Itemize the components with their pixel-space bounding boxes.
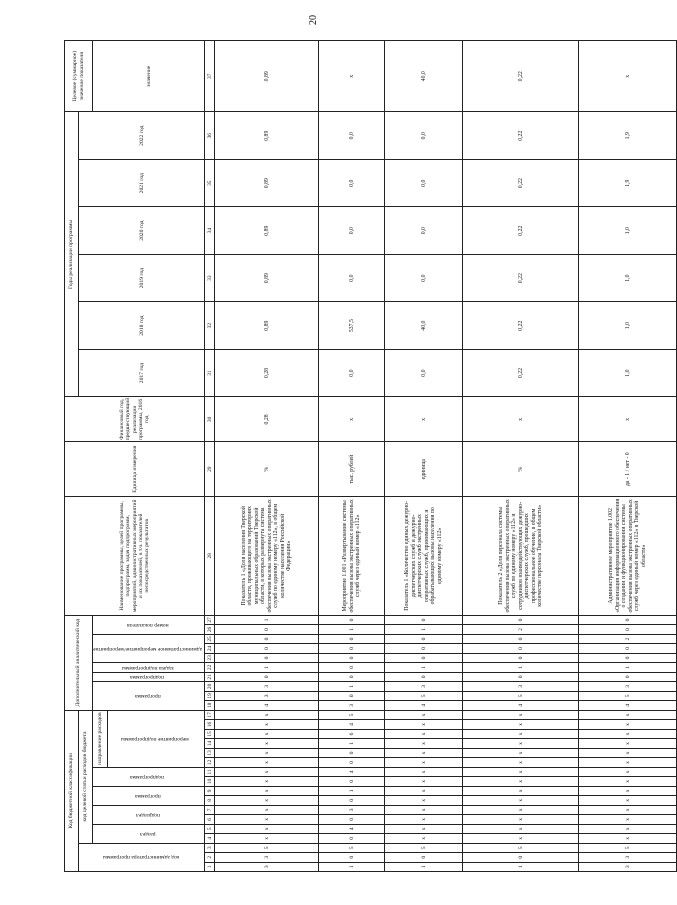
column-number: 13 [205, 748, 215, 757]
code-digit: х [463, 748, 579, 757]
column-number: 26 [205, 625, 215, 634]
code-digit: 3 [319, 805, 385, 814]
code-digit: х [463, 805, 579, 814]
ex-program-header: программа [93, 682, 205, 710]
code-digit: 0 [463, 634, 579, 643]
code-digit: 0 [463, 615, 579, 625]
code-digit: х [215, 824, 319, 833]
code-digit: х [385, 805, 463, 814]
code-digit: х [385, 710, 463, 720]
code-digit: 5 [215, 843, 319, 852]
row-base-value: х [319, 397, 385, 442]
code-digit: х [385, 796, 463, 805]
column-number: 27 [205, 615, 215, 625]
row-base-value: х [579, 397, 677, 442]
code-digit: х [215, 710, 319, 720]
column-number: 28 [205, 496, 215, 615]
code-digit: х [463, 729, 579, 738]
ex-task-header: задача подпрограммы [93, 663, 205, 672]
code-digit: 0 [319, 815, 385, 824]
column-number: 30 [205, 397, 215, 442]
row-target: х [579, 41, 677, 112]
code-digit: х [215, 805, 319, 814]
code-digit: х [385, 748, 463, 757]
year-value: 0,22 [463, 159, 579, 206]
year-value: 0,89 [215, 302, 319, 349]
year-value: 0,22 [463, 207, 579, 254]
code-digit: 3 [215, 691, 319, 700]
code-digit: 0 [385, 615, 463, 625]
code-digit: 5 [579, 691, 677, 700]
code-digit: х [385, 777, 463, 786]
measure-subprogram-header: мероприятие подпрограммы [108, 710, 205, 767]
code-digit: 1 [579, 663, 677, 672]
row-name: Мероприятие 1.001 «Развертывание системы обеспечения вызова экстренных оперативных служб через единый номер «112» [319, 496, 385, 615]
code-digit: 0 [215, 644, 319, 653]
code-digit: х [215, 758, 319, 767]
year-value: 0,89 [215, 112, 319, 160]
code-digit: х [463, 758, 579, 767]
extra-analytic-header: Дополнительный аналитический код [65, 615, 93, 710]
code-digit: 3 [319, 701, 385, 710]
row-unit: единица [385, 442, 463, 497]
year-2022-header: 2022 год [79, 112, 205, 160]
code-digit: 4 [319, 824, 385, 833]
code-digit: х [215, 777, 319, 786]
code-digit: 0 [463, 672, 579, 681]
column-number: 14 [205, 739, 215, 748]
code-digit: 0 [215, 672, 319, 681]
code-digit: х [579, 796, 677, 805]
code-digit: 5 [319, 710, 385, 720]
column-number: 15 [205, 729, 215, 738]
year-value: 1,0 [579, 207, 677, 254]
column-number: 8 [205, 796, 215, 805]
table-row [579, 41, 677, 872]
row-base-value: х [385, 397, 463, 442]
code-digit: 4 [579, 701, 677, 710]
row-name: Административное мероприятие 1.002 «Организация информационного обеспечения о создании и функционировании системы обеспечения вызова экстренных оперативных служб через единый номер «112» в Тверской области» [579, 496, 677, 615]
code-digit: х [463, 710, 579, 720]
rotated-table-page [64, 40, 647, 872]
year-value: 0,0 [319, 112, 385, 160]
year-value: 0,0 [385, 349, 463, 396]
code-digit: х [463, 824, 579, 833]
program-header: программа [93, 786, 205, 805]
row-target: 0,89 [215, 41, 319, 112]
code-digit: х [385, 815, 463, 824]
code-digit: х [579, 767, 677, 776]
code-digit: 0 [319, 691, 385, 700]
column-number: 22 [205, 663, 215, 672]
code-digit: х [385, 739, 463, 748]
code-digit: х [579, 720, 677, 729]
code-digit: 3 [579, 862, 677, 871]
code-digit: 0 [385, 653, 463, 662]
table-row [385, 41, 463, 872]
code-digit: 0 [463, 853, 579, 862]
code-digit: х [579, 786, 677, 795]
column-number: 32 [205, 302, 215, 349]
column-number: 19 [205, 691, 215, 700]
code-digit: 1 [319, 625, 385, 634]
column-number: 24 [205, 644, 215, 653]
code-digit: 1 [319, 682, 385, 691]
year-value: 1,9 [579, 159, 677, 206]
row-unit: % [463, 442, 579, 497]
year-value: 0,0 [319, 254, 385, 301]
code-digit: х [463, 834, 579, 843]
column-number: 16 [205, 720, 215, 729]
code-digit: 0 [385, 672, 463, 681]
column-number: 37 [205, 41, 215, 112]
code-digit: 0 [579, 653, 677, 662]
code-digit: х [579, 710, 677, 720]
code-digit: х [579, 739, 677, 748]
code-digit: х [579, 805, 677, 814]
row-target: 0,22 [463, 41, 579, 112]
year-value: 1,0 [579, 349, 677, 396]
expense-code-header: код целевой статьи расходов бюджета [79, 710, 93, 843]
financial-year-header: Финансовый год, предшествующий реализации программы, 2016 год [65, 397, 205, 442]
years-header: Годы реализации программы [65, 112, 79, 397]
year-2021-header: 2021 год [79, 159, 205, 206]
code-digit: 1 [319, 786, 385, 795]
code-digit: х [215, 815, 319, 824]
code-digit: х [215, 834, 319, 843]
code-digit: х [215, 786, 319, 795]
code-digit: х [385, 824, 463, 833]
year-value: 537,5 [319, 302, 385, 349]
code-digit: х [579, 824, 677, 833]
year-value: 1,0 [579, 254, 677, 301]
unit-header: Единица измерения [65, 442, 205, 497]
code-digit: 0 [463, 653, 579, 662]
target-header: Целевое (суммарное) значение показателя [65, 41, 93, 112]
row-target: х [319, 41, 385, 112]
podrazdel-header: подраздел [93, 805, 205, 824]
code-digit: х [385, 767, 463, 776]
code-digit: х [463, 815, 579, 824]
column-number: 35 [205, 159, 215, 206]
code-digit: х [385, 786, 463, 795]
row-name: Показатель 2 «Доля персонала системы обеспечения вызова экстренных оперативных служб по единому номеру «112» и сотрудников взаимодействующих дежурно-диспетчерских служб, прошедших профессиональное обучение, в общем количестве персонала Тверской области» [463, 496, 579, 615]
code-digit: 1 [319, 739, 385, 748]
target-value-header: значение [93, 41, 205, 112]
year-value: 0,28 [215, 349, 319, 396]
year-value: 1,0 [579, 302, 677, 349]
year-value: 0,22 [463, 302, 579, 349]
year-value: 1,9 [579, 112, 677, 160]
year-value: 40,0 [385, 302, 463, 349]
code-digit: 3 [463, 682, 579, 691]
column-number: 10 [205, 777, 215, 786]
code-digit: 0 [215, 634, 319, 643]
code-digit: 1 [385, 625, 463, 634]
code-digit: 4 [463, 701, 579, 710]
year-value: 0,0 [385, 254, 463, 301]
year-value: 0,22 [463, 254, 579, 301]
code-digit: 1 [319, 862, 385, 871]
code-digit: х [385, 834, 463, 843]
column-number: 6 [205, 815, 215, 824]
code-digit: 0 [385, 853, 463, 862]
column-number: 18 [205, 701, 215, 710]
row-unit: да - 1 / нет - 0 [579, 442, 677, 497]
code-digit: 0 [385, 634, 463, 643]
code-digit: 0 [319, 834, 385, 843]
year-value: 0,89 [215, 207, 319, 254]
column-number: 2 [205, 853, 215, 862]
column-number: 4 [205, 834, 215, 843]
year-value: 0,0 [319, 349, 385, 396]
code-digit: 3 [215, 682, 319, 691]
column-number: 23 [205, 653, 215, 662]
year-2020-header: 2020 год [79, 207, 205, 254]
activity-direction-header: направление расходов [93, 710, 108, 767]
code-digit: х [463, 796, 579, 805]
code-digit: 1 [385, 862, 463, 871]
code-digit: х [215, 739, 319, 748]
year-2017-header: 2017 год [79, 349, 205, 396]
code-digit: 1 [385, 663, 463, 672]
column-number: 34 [205, 207, 215, 254]
code-digit: 0 [215, 625, 319, 634]
code-digit: х [215, 796, 319, 805]
column-number: 11 [205, 767, 215, 776]
code-digit: 0 [579, 625, 677, 634]
code-digit: 1 [215, 663, 319, 672]
code-digit: х [579, 758, 677, 767]
subprogram-header: подпрограмма [93, 767, 205, 786]
code-digit: 6 [319, 729, 385, 738]
code-digit: 5 [319, 843, 385, 852]
column-number: 5 [205, 824, 215, 833]
year-2019-header: 2019 год [79, 254, 205, 301]
code-digit: 0 [463, 644, 579, 653]
column-number: 1 [205, 862, 215, 871]
column-number: 12 [205, 758, 215, 767]
column-number: 21 [205, 672, 215, 681]
code-digit: х [385, 720, 463, 729]
budget-class-header: Код бюджетной классификации [65, 710, 79, 871]
year-value: 0,22 [463, 349, 579, 396]
code-digit: 3 [385, 682, 463, 691]
code-digit: 0 [319, 672, 385, 681]
column-number: 17 [205, 710, 215, 720]
program-table [64, 40, 677, 872]
code-digit: 0 [319, 615, 385, 625]
code-digit: 0 [319, 777, 385, 786]
column-number: 31 [205, 349, 215, 396]
admin-code-header: код администратора программы [79, 843, 205, 871]
code-digit: 1 [463, 663, 579, 672]
column-number: 20 [205, 682, 215, 691]
code-digit: 0 [319, 634, 385, 643]
code-digit: х [215, 767, 319, 776]
year-value: 0,0 [319, 207, 385, 254]
year-value: 0,0 [385, 112, 463, 160]
code-digit: 0 [319, 748, 385, 757]
code-digit: 3 [579, 682, 677, 691]
code-digit: х [385, 758, 463, 767]
year-value: 0,0 [319, 159, 385, 206]
column-number: 33 [205, 254, 215, 301]
column-number: 36 [205, 112, 215, 160]
code-digit: х [463, 767, 579, 776]
column-number: 29 [205, 442, 215, 497]
code-digit: 4 [385, 701, 463, 710]
code-digit: х [463, 720, 579, 729]
row-name: Показатель 1 «Доля населения Тверской области, проживающего на территориях муниципальных образований Тверской области, в которых развернута система обеспечения вызова экстренных оперативных служб по единому номеру «112», в общем количестве населения Российской Федерации» [215, 496, 319, 615]
code-digit: 4 [319, 720, 385, 729]
year-value: 0,0 [385, 159, 463, 206]
ex-subprogram-header: подпрограмма [93, 672, 205, 681]
code-digit: 0 [579, 644, 677, 653]
code-digit: х [579, 834, 677, 843]
column-numbers-row [205, 41, 215, 872]
code-digit: 0 [579, 672, 677, 681]
row-base-value: х [463, 397, 579, 442]
column-number: 9 [205, 786, 215, 795]
code-digit: 5 [579, 843, 677, 852]
year-2018-header: 2018 год [79, 302, 205, 349]
code-digit: х [463, 739, 579, 748]
code-digit: 2 [463, 625, 579, 634]
code-digit: 3 [579, 853, 677, 862]
razdel-header: раздел [93, 824, 205, 843]
code-digit: х [579, 748, 677, 757]
page-number: 20 [308, 15, 319, 25]
year-value: 0,89 [215, 159, 319, 206]
code-digit: 5 [463, 691, 579, 700]
table-row [463, 41, 579, 872]
code-digit: 5 [385, 843, 463, 852]
code-digit: х [579, 777, 677, 786]
code-digit: х [463, 786, 579, 795]
column-number: 7 [205, 805, 215, 814]
year-value: 0,22 [463, 112, 579, 160]
year-value: 0,89 [215, 254, 319, 301]
code-digit: х [215, 748, 319, 757]
code-digit: 0 [319, 653, 385, 662]
code-digit: 0 [215, 653, 319, 662]
code-digit: 0 [319, 853, 385, 862]
table-row [215, 41, 319, 872]
names-header: Наименование программы, целей программы, подпрограмм, задач подпрограмм, мероприятий, административных мероприятий и их показателей, в т.ч. показателей непосредственных результатов [65, 496, 205, 615]
row-base-value: 0,28 [215, 397, 319, 442]
code-digit: х [215, 729, 319, 738]
code-digit: 5 [385, 691, 463, 700]
code-digit: х [579, 815, 677, 824]
code-digit: 0 [319, 758, 385, 767]
code-digit: 1 [215, 615, 319, 625]
row-target: 40,0 [385, 41, 463, 112]
code-digit: 1 [463, 862, 579, 871]
ex-measure-type-header: административное мероприятие/мероприятие [93, 634, 205, 662]
code-digit: х [579, 729, 677, 738]
ex-indicator-num-header: номер показателя [93, 615, 205, 634]
code-digit: 4 [319, 767, 385, 776]
code-digit: 5 [463, 843, 579, 852]
code-digit: 3 [215, 853, 319, 862]
row-unit: % [215, 442, 319, 497]
year-value: 0,0 [385, 207, 463, 254]
code-digit: 0 [579, 615, 677, 625]
code-digit: 3 [215, 862, 319, 871]
column-number: 3 [205, 843, 215, 852]
row-unit: тыс. рублей [319, 442, 385, 497]
code-digit: 4 [215, 701, 319, 710]
code-digit: х [463, 777, 579, 786]
column-number: 25 [205, 634, 215, 643]
code-digit: 2 [579, 634, 677, 643]
code-digit: 0 [319, 644, 385, 653]
table-row [319, 41, 385, 872]
code-digit: х [385, 729, 463, 738]
code-digit: 0 [319, 796, 385, 805]
row-name: Показатель 1 «Количество единых дежурно-диспетчерских служб и дежурно-диспетчерских служб экстренных оперативных служб, принимающих и обрабатывающих вызовы населения по единому номеру «112» [385, 496, 463, 615]
code-digit: х [215, 720, 319, 729]
code-digit: 0 [385, 644, 463, 653]
code-digit: 0 [319, 663, 385, 672]
